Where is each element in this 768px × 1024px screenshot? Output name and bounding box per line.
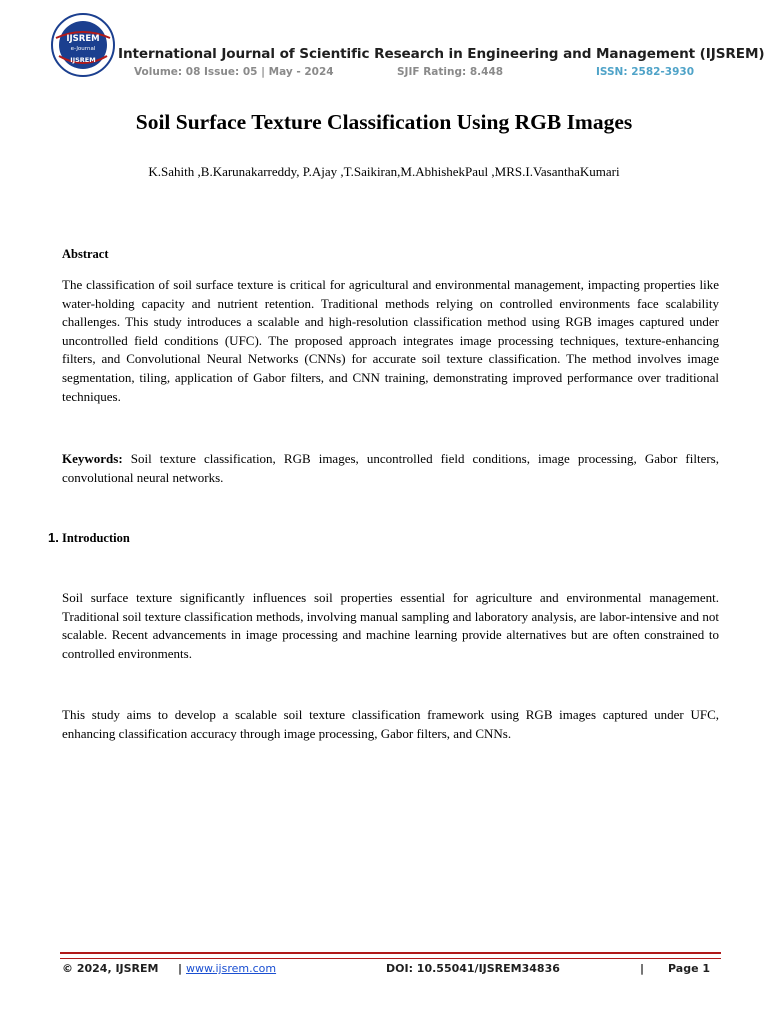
journal-header <box>0 0 768 90</box>
footer-copyright: © 2024, IJSREM <box>62 962 159 975</box>
journal-title: International Journal of Scientific Research in Engineering and Management (IJSREM) <box>118 46 765 62</box>
sjif-rating: SJIF Rating: 8.448 <box>397 66 504 78</box>
footer-separator: | <box>640 962 645 975</box>
logo-text-top: IJSREM <box>66 34 100 44</box>
footer-rule <box>60 952 721 959</box>
introduction-paragraph-1: Soil surface texture significantly influences soil properties essential for agriculture and environmental management. Traditional soil texture classification methods, involving manual sampling and laboratory analysis, are labor-intensive and not scalable. Recent advancements in image processing and machine learning provide alternatives but are often constrained to controlled environments. <box>62 590 719 661</box>
volume-issue: Volume: 08 Issue: 05 | May - 2024 <box>134 66 334 78</box>
keywords-label: Keywords: <box>62 451 123 466</box>
logo-text-bottom: IJSREM <box>70 56 96 64</box>
abstract-text: The classification of soil surface texture is critical for agricultural and environmental management, impacting properties like water-holding capacity and nutrient retention. Traditional methods relying on controlled environments face scalability challenges. This study introduces a scalable and high-resolution classification method using RGB images captured under uncontrolled field conditions (UFC). The proposed approach integrates image processing techniques, texture-enhancing filters, and Convolutional Neural Networks (CNNs) for accurate soil texture classification. The method involves image segmentation, tiling, application of Gabor filters, and CNN training, demonstrating improved performance over traditional techniques. <box>62 277 719 404</box>
issn: ISSN: 2582-3930 <box>596 66 695 78</box>
keywords-text: Soil texture classification, RGB images, uncontrolled field conditions, image processing, Gabor filters, convolutional neural networks. <box>62 451 719 485</box>
introduction-heading <box>48 530 130 546</box>
website-link[interactable]: www.ijsrem.com <box>186 962 277 975</box>
logo-text-sub: e-Journal <box>70 46 96 52</box>
section-number: 1. <box>48 530 59 545</box>
footer-doi: DOI: 10.55041/IJSREM34836 <box>386 962 560 975</box>
ijsrem-logo <box>50 12 116 78</box>
introduction-paragraph-2: This study aims to develop a scalable soil texture classification framework using RGB images captured under UFC, enhancing classification accuracy through image processing, Gabor filters, and CNNs. <box>62 707 719 741</box>
section-title: Introduction <box>61 531 130 545</box>
author-list: K.Sahith ,B.Karunakarreddy, P.Ajay ,T.Saikiran,M.AbhishekPaul ,MRS.I.VasanthaKumari <box>148 164 620 179</box>
footer-separator: | <box>178 962 183 975</box>
keywords-paragraph <box>62 450 719 487</box>
page-number: Page 1 <box>668 962 711 975</box>
abstract-heading: Abstract <box>62 247 109 261</box>
paper-title: Soil Surface Texture Classification Using RGB Images <box>135 110 633 134</box>
